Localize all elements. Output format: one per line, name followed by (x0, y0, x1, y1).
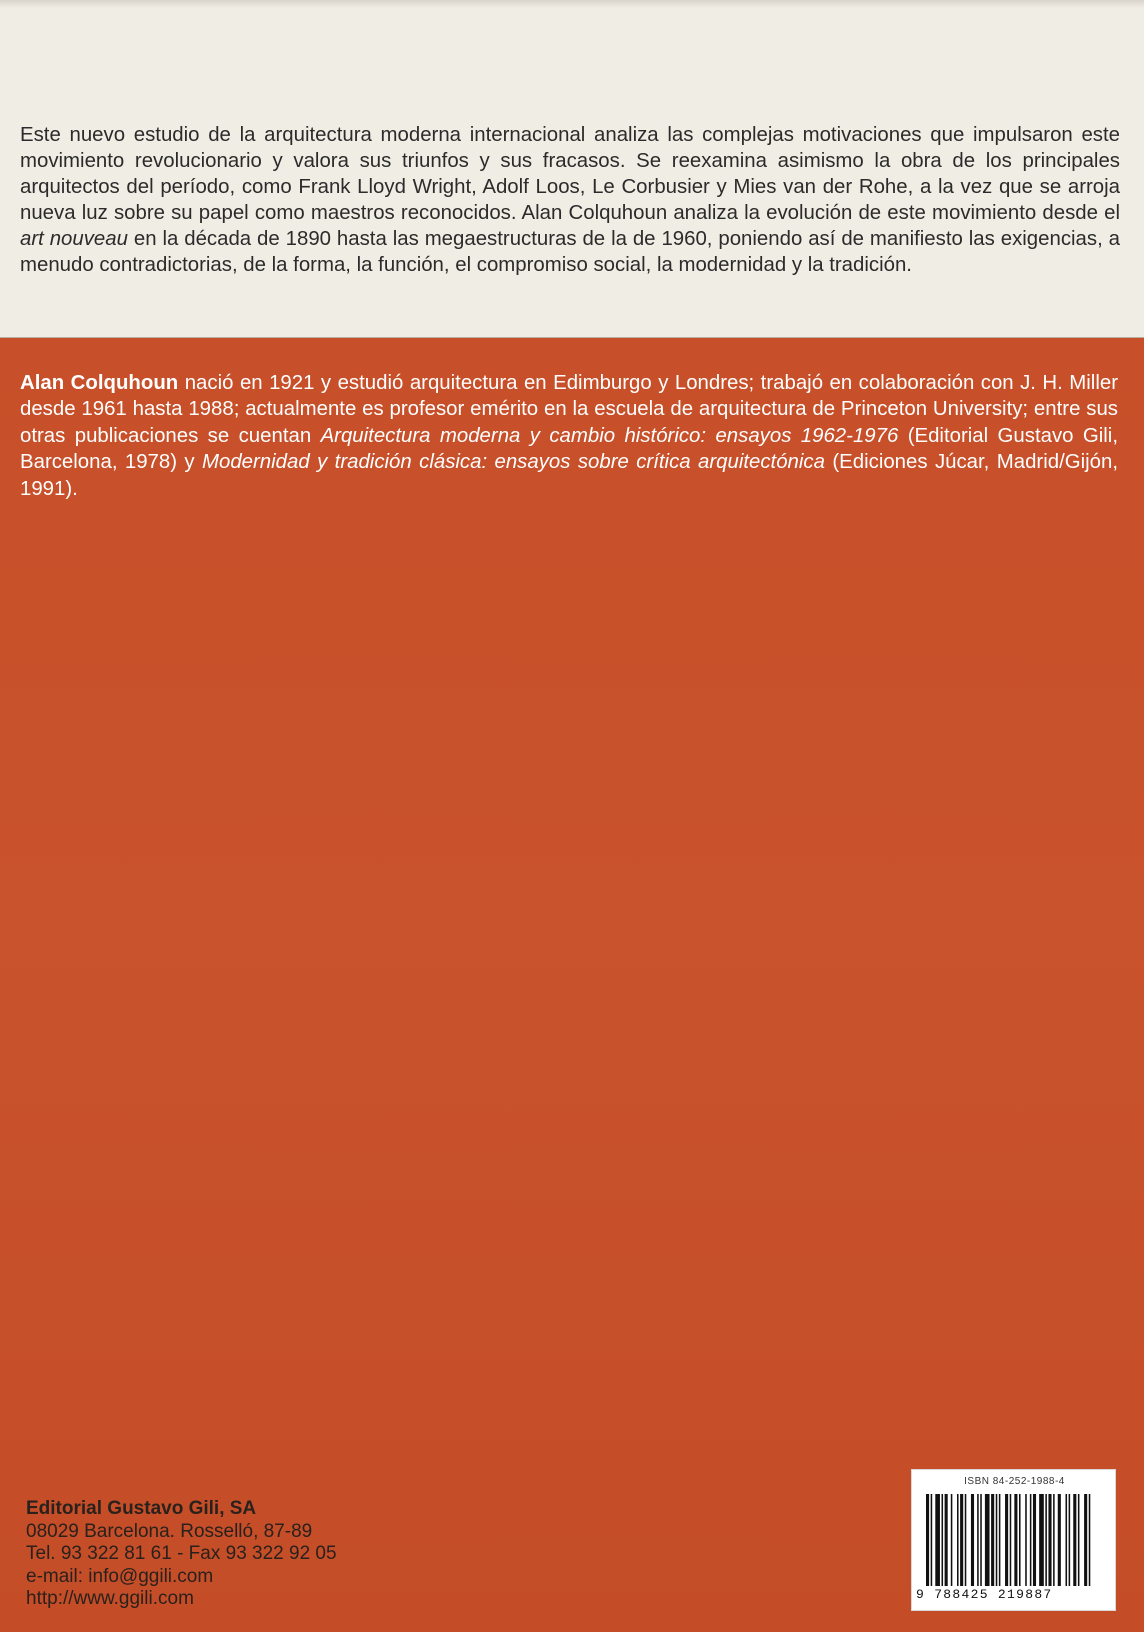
description-italic-term: art nouveau (20, 228, 128, 250)
bio-text-3: (Ediciones Júcar, Madrid/Gijón, 1991). (20, 451, 1118, 500)
author-name: Alan Colquhoun (20, 372, 179, 394)
publisher-web: http://www.ggili.com (26, 1588, 194, 1609)
bio-text-1: nació en 1921 y estudió arquitectura en Edimburgo y Londres; trabajó en colaboración con J. H. Miller desde 1961 hasta 1988; actualmente es profesor emérito en la escuela de arquitectura de Princeton University; entre sus otras publicaciones se cuentan (20, 372, 1119, 447)
publisher-email: e-mail: info@ggili.com (26, 1565, 214, 1587)
barcode-digits: 9 788425 219887 (916, 1587, 1053, 1602)
publisher-info (26, 1498, 337, 1611)
publisher-phone: Tel. 93 322 81 61 - Fax 93 322 92 05 (26, 1543, 337, 1564)
top-edge-shadow (0, 0, 1144, 8)
isbn-number: ISBN 84-252-1988-4 (964, 1476, 1065, 1487)
bio-book-title-2: Modernidad y tradición clásica: ensayos sobre crítica arquitectónica (202, 451, 825, 474)
bio-text-2: (Editorial Gustavo Gili, Barcelona, 1978) y (20, 424, 1118, 474)
author-bio (20, 370, 1118, 502)
publisher-name: Editorial Gustavo Gili, SA (26, 1498, 257, 1519)
bio-book-title-1: Arquitectura moderna y cambio histórico: ensayos 1962-1976 (320, 424, 899, 447)
author-panel (0, 338, 1144, 1632)
description-text-2: en la década de 1890 hasta las megaestructuras de la de 1960, poniendo así de manifiesto las exigencias, a menudo contradictorias, de la forma, la función, el compromiso social, la modernidad y la tradición. (20, 228, 1121, 276)
publisher-address: 08029 Barcelona. Rosselló, 87-89 (26, 1520, 313, 1542)
description-text-1: Este nuevo estudio de la arquitectura moderna internacional analiza las complejas motivaciones que impulsaron este movimiento revolucionario y valora sus triunfos y sus fracasos. Se reexamina asimismo la obra de los principales arquitectos del período, como Frank Lloyd Wright, Adolf Loos, Le Corbusier y Mies van der Rohe, a la vez que se arroja nueva luz sobre su papel como maestros reconocidos. Alan Colquhoun analiza la evolución de este movimiento desde el (20, 124, 1120, 224)
barcode-label (911, 1469, 1116, 1611)
book-description (20, 122, 1120, 278)
